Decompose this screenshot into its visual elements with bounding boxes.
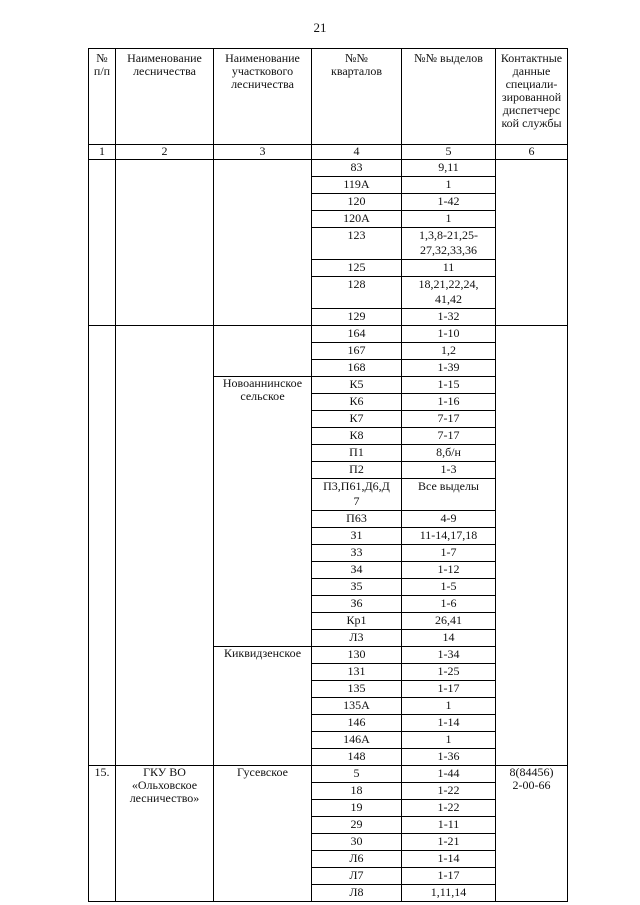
quarter-cell [312, 326, 402, 343]
quarter-cell [312, 596, 402, 613]
quarter-cell [312, 160, 402, 177]
item-number [89, 766, 116, 902]
column-number: 4 [312, 145, 402, 160]
column-number: 2 [116, 145, 214, 160]
header-quarters: №№ кварталов [312, 49, 402, 145]
allotment-cell [402, 766, 496, 783]
quarter-cell-text: 135 [347, 681, 366, 695]
table-row [89, 326, 568, 343]
quarter-cell-text: 120 [347, 194, 366, 208]
contacts-cell [496, 160, 568, 326]
allotment-cell-text: 1-6 [440, 596, 457, 610]
quarter-cell-text: К5 [349, 377, 364, 391]
quarter-cell [312, 630, 402, 647]
allotment-cell [402, 511, 496, 528]
allotment-cell [402, 228, 496, 260]
allotment-cell [402, 528, 496, 545]
item-number-text: 15. [94, 765, 110, 779]
quarter-cell [312, 800, 402, 817]
column-number: 5 [402, 145, 496, 160]
allotment-cell-text: 1 [445, 732, 452, 746]
allotment-cell-text: 9,11 [438, 160, 459, 174]
allotment-cell-text: 7-17 [437, 411, 460, 425]
quarter-cell-text: З4 [350, 562, 363, 576]
quarter-cell [312, 377, 402, 394]
allotment-cell [402, 732, 496, 749]
quarter-cell [312, 698, 402, 715]
district-cell [214, 160, 312, 326]
forestry-cell [116, 160, 214, 326]
quarter-cell [312, 462, 402, 479]
allotment-cell [402, 698, 496, 715]
header-forestry: Наименование лесничества [116, 49, 214, 145]
quarter-cell-text: З3 [350, 545, 363, 559]
allotment-cell-text: 7-17 [437, 428, 460, 442]
quarter-cell [312, 817, 402, 834]
forestry-name-text: ГКУ ВО «Ольховское лесничество» [129, 765, 200, 805]
quarter-cell [312, 715, 402, 732]
quarter-cell [312, 579, 402, 596]
quarter-cell-text: 135А [343, 698, 370, 712]
quarter-cell-text: 164 [347, 326, 366, 340]
quarter-cell-text: Л8 [349, 885, 364, 899]
quarter-cell-text: 148 [347, 749, 366, 763]
quarter-cell-text: Л6 [349, 851, 364, 865]
quarter-cell [312, 732, 402, 749]
district-novoanninskoe [214, 377, 312, 647]
quarter-cell [312, 783, 402, 800]
allotment-cell-text: 1-10 [437, 326, 460, 340]
quarter-cell-text: К6 [349, 394, 364, 408]
allotment-cell [402, 630, 496, 647]
quarter-cell-text: 30 [350, 834, 363, 848]
quarter-cell [312, 309, 402, 326]
quarter-cell-text: Л3 [349, 630, 364, 644]
quarter-cell [312, 260, 402, 277]
allotment-cell [402, 177, 496, 194]
allotment-cell [402, 445, 496, 462]
quarter-cell-text: П3,П61,Д6,Д 7 [323, 479, 390, 508]
allotment-cell [402, 885, 496, 902]
allotment-cell [402, 194, 496, 211]
quarter-cell-text: 120А [343, 211, 370, 225]
table-row [89, 160, 568, 177]
header-row [89, 49, 568, 145]
allotment-cell-text: 1-36 [437, 749, 460, 763]
quarter-cell-text: 131 [347, 664, 366, 678]
allotment-cell [402, 545, 496, 562]
allotment-cell-text: 1-42 [437, 194, 460, 208]
quarter-cell [312, 647, 402, 664]
header-contacts: Контактные данные специали- зированной диспетчерс кой службы [496, 49, 568, 145]
quarter-cell-text: 123 [347, 228, 366, 242]
quarter-cell-text: 5 [353, 766, 360, 780]
allotment-cell-text: 1-32 [437, 309, 460, 323]
header-district: Наименование участкового лесничества [214, 49, 312, 145]
allotment-cell-text: 1-21 [437, 834, 460, 848]
quarter-cell [312, 885, 402, 902]
allotment-cell-text: 1,2 [441, 343, 456, 357]
allotment-cell-text: 26,41 [435, 613, 462, 627]
num-cell [89, 326, 116, 766]
district-kikvidzenskoe [214, 647, 312, 766]
quarter-cell [312, 194, 402, 211]
quarter-cell [312, 868, 402, 885]
quarter-cell [312, 343, 402, 360]
quarter-cell-text: З6 [350, 596, 363, 610]
quarter-cell-text: 18 [350, 783, 363, 797]
allotment-cell-text: 1-44 [437, 766, 460, 780]
quarter-cell [312, 766, 402, 783]
quarter-cell [312, 177, 402, 194]
quarter-cell [312, 562, 402, 579]
forestry-table [88, 48, 568, 902]
allotment-cell [402, 377, 496, 394]
contacts-phone [496, 766, 568, 902]
column-number: 1 [89, 145, 116, 160]
allotment-cell [402, 868, 496, 885]
quarter-cell [312, 545, 402, 562]
allotment-cell-text: 1-11 [437, 817, 460, 831]
allotment-cell-text: 1 [445, 211, 452, 225]
allotment-cell-text: 11 [442, 260, 455, 274]
quarter-cell-text: 83 [350, 160, 363, 174]
allotment-cell [402, 647, 496, 664]
district-novoanninskoe-text: Новоаннинское сельское [222, 376, 303, 403]
allotment-cell-text: 4-9 [440, 511, 457, 525]
allotment-cell-text: 1-16 [437, 394, 460, 408]
table-row [89, 766, 568, 783]
district-gusevskoe-text: Гусевское [237, 765, 288, 779]
allotment-cell [402, 211, 496, 228]
allotment-cell-text: 1-5 [440, 579, 457, 593]
allotment-cell-text: 1-14 [437, 851, 460, 865]
allotment-cell [402, 596, 496, 613]
quarter-cell-text: 29 [350, 817, 363, 831]
allotment-cell-text: 1 [445, 698, 452, 712]
header-num: № п/п [89, 49, 116, 145]
allotment-cell [402, 411, 496, 428]
allotment-cell [402, 428, 496, 445]
quarter-cell-text: П1 [349, 445, 364, 459]
forestry-name [116, 766, 214, 902]
allotment-cell [402, 800, 496, 817]
allotment-cell [402, 817, 496, 834]
quarter-cell-text: З1 [350, 528, 363, 542]
quarter-cell-text: 167 [347, 343, 366, 357]
allotment-cell [402, 343, 496, 360]
district-cell [214, 326, 312, 377]
allotment-cell [402, 613, 496, 630]
allotment-cell [402, 834, 496, 851]
allotment-cell [402, 783, 496, 800]
allotment-cell-text: 1-17 [437, 868, 460, 882]
quarter-cell-text: 146А [343, 732, 370, 746]
allotment-cell [402, 260, 496, 277]
allotment-cell [402, 851, 496, 868]
quarter-cell-text: 146 [347, 715, 366, 729]
allotment-cell-text: 1-22 [437, 783, 460, 797]
quarter-cell-text: 129 [347, 309, 366, 323]
quarter-cell-text: З5 [350, 579, 363, 593]
allotment-cell [402, 277, 496, 309]
allotment-cell [402, 749, 496, 766]
quarter-cell [312, 664, 402, 681]
quarter-cell-text: 130 [347, 647, 366, 661]
quarter-cell [312, 228, 402, 260]
quarter-cell [312, 528, 402, 545]
allotment-cell-text: 1-39 [437, 360, 460, 374]
forestry-cell [116, 326, 214, 766]
allotment-cell-text: 1,3,8-21,25- 27,32,33,36 [419, 228, 478, 257]
allotment-cell-text: 18,21,22,24, 41,42 [418, 277, 479, 306]
quarter-cell-text: 168 [347, 360, 366, 374]
quarter-cell-text: К8 [349, 428, 364, 442]
contacts-cell [496, 326, 568, 766]
header-allotments: №№ выделов [402, 49, 496, 145]
allotment-cell-text: 8,б/н [436, 445, 461, 459]
allotment-cell-text: 1-3 [440, 462, 457, 476]
allotment-cell [402, 562, 496, 579]
quarter-cell-text: П63 [346, 511, 367, 525]
contacts-phone-text: 8(84456) 2-00-66 [509, 765, 554, 792]
allotment-cell-text: 1-14 [437, 715, 460, 729]
allotment-cell-text: Все выделы [417, 479, 479, 493]
allotment-cell [402, 309, 496, 326]
allotment-cell-text: 11-14,17,18 [419, 528, 478, 542]
quarter-cell [312, 360, 402, 377]
quarter-cell [312, 834, 402, 851]
allotment-cell-text: 1-12 [437, 562, 460, 576]
allotment-cell-text: 1 [445, 177, 452, 191]
column-number: 3 [214, 145, 312, 160]
column-number: 6 [496, 145, 568, 160]
num-cell [89, 160, 116, 326]
quarter-cell [312, 394, 402, 411]
quarter-cell [312, 681, 402, 698]
quarter-cell [312, 428, 402, 445]
quarter-cell-text: 119А [343, 177, 370, 191]
quarter-cell-text: 19 [350, 800, 363, 814]
allotment-cell [402, 394, 496, 411]
quarter-cell-text: 128 [347, 277, 366, 291]
quarter-cell-text: Кр1 [346, 613, 367, 627]
allotment-cell-text: 1,11,14 [430, 885, 467, 899]
quarter-cell-text: П2 [349, 462, 364, 476]
quarter-cell [312, 277, 402, 309]
quarter-cell-text: 125 [347, 260, 366, 274]
allotment-cell [402, 462, 496, 479]
quarter-cell [312, 511, 402, 528]
quarter-cell [312, 445, 402, 462]
allotment-cell-text: 1-7 [440, 545, 457, 559]
allotment-cell-text: 1-15 [437, 377, 460, 391]
column-number-row [89, 145, 568, 160]
quarter-cell [312, 851, 402, 868]
page-number: 21 [313, 20, 327, 35]
district-kikvidzenskoe-text: Киквидзенское [223, 646, 302, 660]
quarter-cell [312, 613, 402, 630]
allotment-cell [402, 160, 496, 177]
allotment-cell [402, 715, 496, 732]
allotment-cell [402, 681, 496, 698]
allotment-cell [402, 579, 496, 596]
quarter-cell [312, 211, 402, 228]
allotment-cell-text: 1-25 [437, 664, 460, 678]
allotment-cell-text: 1-22 [437, 800, 460, 814]
quarter-cell [312, 479, 402, 511]
allotment-cell-text: 14 [442, 630, 455, 644]
allotment-cell [402, 360, 496, 377]
allotment-cell-text: 1-34 [437, 647, 460, 661]
allotment-cell [402, 326, 496, 343]
quarter-cell-text: Л7 [349, 868, 364, 882]
quarter-cell-text: К7 [349, 411, 364, 425]
district-gusevskoe [214, 766, 312, 902]
allotment-cell [402, 664, 496, 681]
quarter-cell [312, 749, 402, 766]
allotment-cell-text: 1-17 [437, 681, 460, 695]
allotment-cell [402, 479, 496, 511]
quarter-cell [312, 411, 402, 428]
